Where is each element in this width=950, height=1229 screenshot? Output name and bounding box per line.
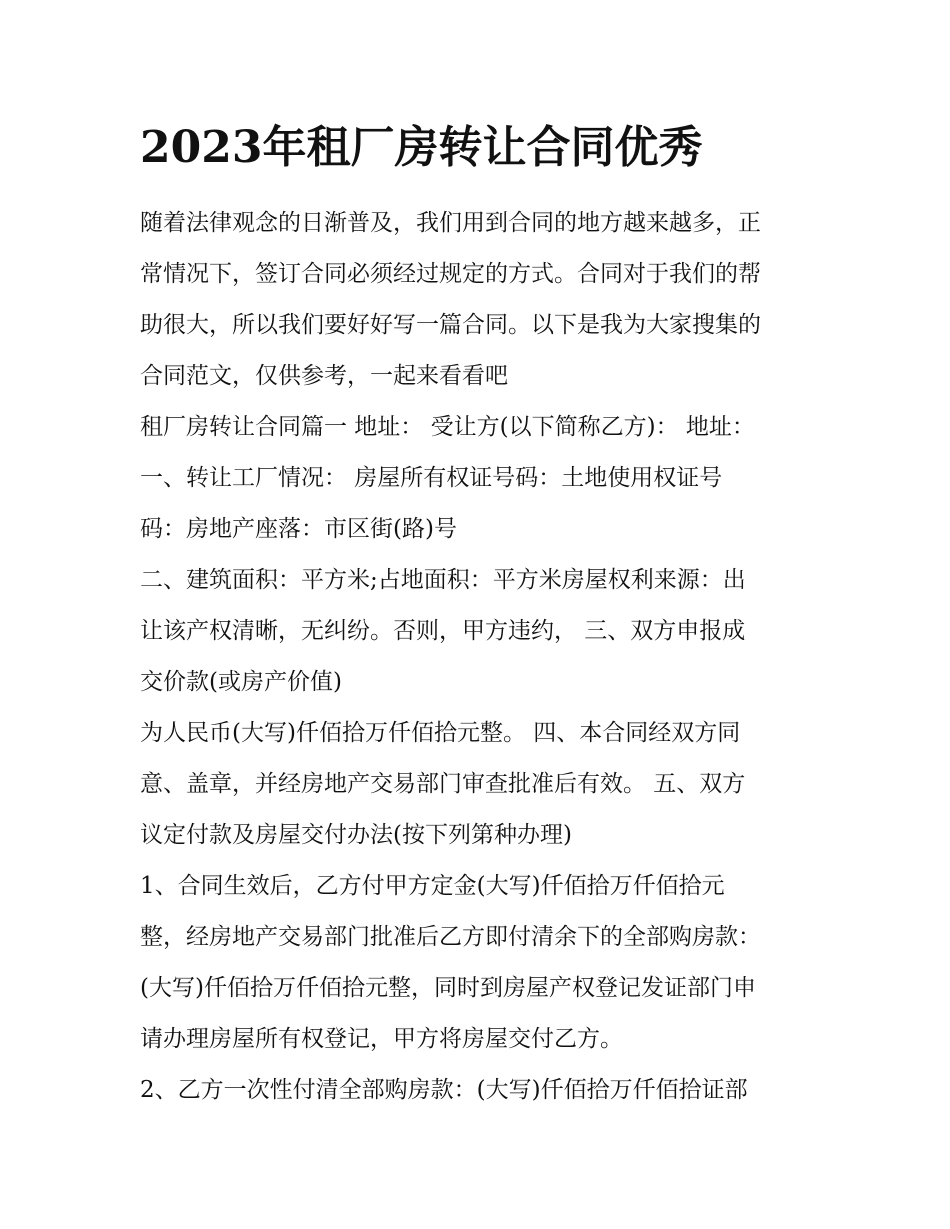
body-line: (大写)仟佰拾万仟佰拾元整，同时到房屋产权登记发证部门申 <box>140 975 756 1001</box>
body-line: 助很大，所以我们要好好写一篇合同。以下是我为大家搜集的 <box>140 312 761 338</box>
body-line: 2、乙方一次性付清全部购房款：(大写)仟佰拾万仟佰拾证部 <box>140 1077 748 1103</box>
body-line: 1、合同生效后，乙方付甲方定金(大写)仟佰拾万仟佰拾元 <box>140 873 725 899</box>
document-title: 2023年租厂房转让合同优秀 <box>140 122 703 173</box>
body-line: 常情况下，签订合同必须经过规定的方式。合同对于我们的帮 <box>140 261 761 287</box>
body-line: 租厂房转让合同篇一 地址： 受让方(以下简称乙方)： 地址： <box>140 414 755 440</box>
body-line: 合同范文，仅供参考，一起来看看吧 <box>140 363 508 389</box>
body-line: 码：房地产座落：市区街(路)号 <box>140 516 457 542</box>
document-body <box>140 198 820 1116</box>
body-line: 议定付款及房屋交付办法(按下列第种办理) <box>140 822 572 848</box>
body-line: 交价款(或房产价值) <box>140 669 342 695</box>
body-line: 为人民币(大写)仟佰拾万仟佰拾元整。 四、本合同经双方同 <box>140 720 741 746</box>
body-line: 二、建筑面积：平方米;占地面积：平方米房屋权利来源：出 <box>140 567 746 593</box>
body-line: 整，经房地产交易部门批准后乙方即付清余下的全部购房款： <box>140 924 761 950</box>
body-line: 让该产权清晰，无纠纷。否则，甲方违约， 三、双方申报成 <box>140 618 746 644</box>
body-line: 随着法律观念的日渐普及，我们用到合同的地方越来越多，正 <box>140 210 761 236</box>
body-line: 意、盖章，并经房地产交易部门审查批准后有效。 五、双方 <box>140 771 746 797</box>
body-line: 请办理房屋所有权登记，甲方将房屋交付乙方。 <box>140 1026 623 1052</box>
body-line: 一、转让工厂情况： 房屋所有权证号码：土地使用权证号 <box>140 465 723 491</box>
